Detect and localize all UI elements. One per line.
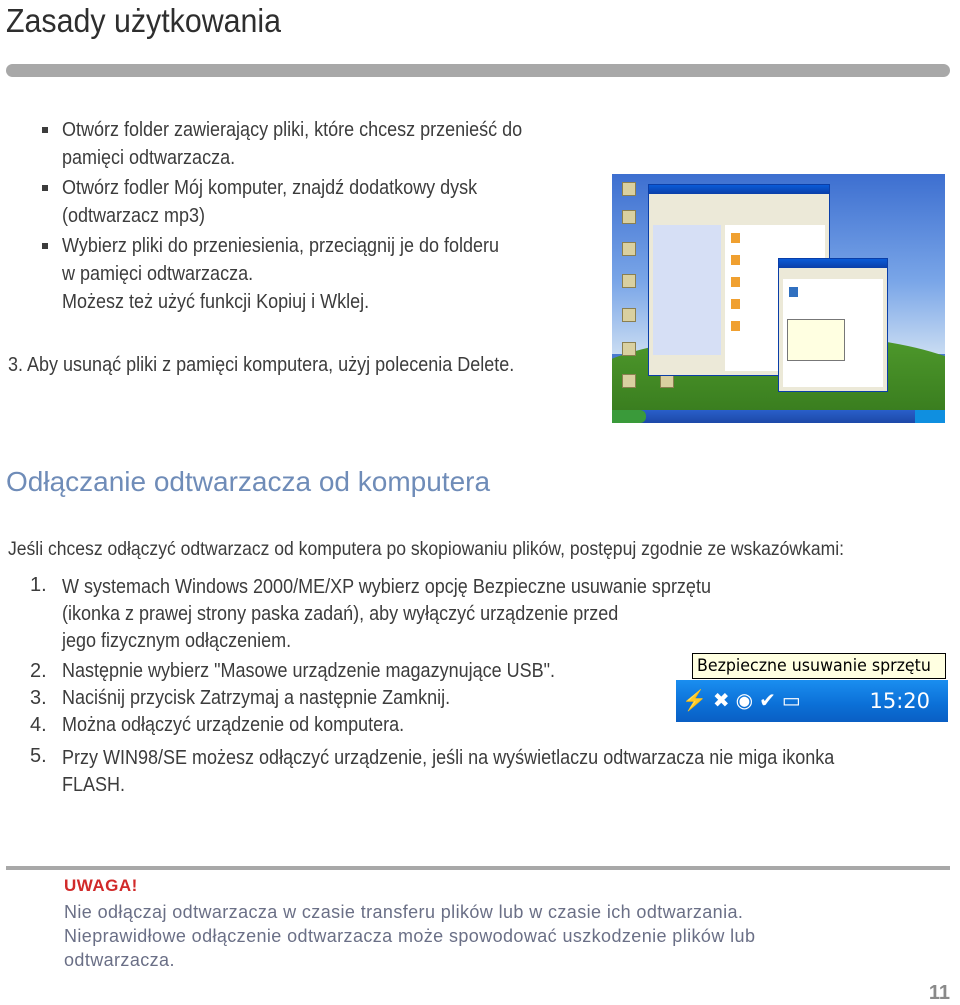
step-line: W systemach Windows 2000/ME/XP wybierz opcję Bezpieczne usuwanie sprzętu [62, 576, 711, 598]
window-titlebar [779, 259, 887, 268]
window-task-pane [653, 225, 721, 355]
bullet-list [40, 116, 580, 318]
file-icon [731, 233, 740, 243]
step-line: jego fizycznym odłączeniem. [62, 630, 292, 652]
bullet-marker [42, 127, 48, 133]
step-number: 1. [30, 574, 47, 596]
warning-title: UWAGA! [64, 876, 138, 895]
start-button [612, 410, 646, 423]
title-divider [6, 64, 950, 77]
windows-explorer-screenshot [612, 174, 945, 423]
bullet-marker [42, 243, 48, 249]
file-icon [731, 299, 740, 309]
bullet-line: Otwórz fodler Mój komputer, znajdź dodatkowy dysk [62, 177, 478, 199]
warning-divider [6, 866, 950, 870]
taskbar-tray [676, 680, 948, 722]
desktop-icon [622, 210, 636, 224]
safely-remove-tooltip [692, 653, 946, 679]
tray-clock: 15:20 [869, 689, 930, 713]
bullet-line: pamięci odtwarzacza. [62, 147, 236, 169]
file-icon [731, 277, 740, 287]
window-titlebar [649, 185, 829, 194]
intro-text: Jeśli chcesz odłączyć odtwarzacz od komputera po skopiowaniu plików, postępuj zgodnie ze wskazówkami: [8, 538, 845, 560]
taskbar [612, 410, 945, 423]
safely-remove-hardware-icon[interactable]: ⚡✖◉✔▭ [682, 690, 807, 712]
step-line: (ikonka z prawej strony paska zadań), aby wyłączyć urządzenie przed [62, 603, 619, 625]
desktop-icon [622, 274, 636, 288]
desktop-icon [622, 374, 636, 388]
step-line: FLASH. [62, 774, 126, 796]
removable-disk-window [778, 258, 888, 392]
desktop-icon [622, 342, 636, 356]
warning-line: Nieprawidłowe odłączenie odtwarzacza może spowodować uszkodzenie plików lub [64, 926, 756, 946]
step-line: Przy WIN98/SE możesz odłączyć urządzenie, jeśli na wyświetlaczu odtwarzacza nie miga ikonka [62, 747, 835, 769]
desktop-icon [622, 308, 636, 322]
bullet-line: Wybierz pliki do przeniesienia, przeciągnij je do folderu [62, 235, 500, 257]
section-title: Odłączanie odtwarzacza od komputera [6, 466, 491, 497]
window-file-pane [783, 279, 883, 387]
step-line: Można odłączyć urządzenie od komputera. [62, 714, 405, 736]
step-number: 2. [30, 660, 47, 682]
step-number: 3. [30, 687, 47, 709]
bullet-item [40, 232, 580, 316]
bullet-line: w pamięci odtwarzacza. [62, 263, 254, 285]
bullet-line: (odtwarzacz mp3) [62, 205, 206, 227]
step-3-delete: 3. Aby usunąć pliki z pamięci komputera, użyj polecenia Delete. [8, 354, 515, 376]
step-line: Naciśnij przycisk Zatrzymaj a następnie Zamknij. [62, 687, 451, 709]
bullet-line: Możesz też użyć funkcji Kopiuj i Wklej. [62, 291, 370, 313]
tooltip-text: Bezpieczne usuwanie sprzętu [697, 656, 931, 676]
page-title: Zasady użytkowania [6, 2, 282, 39]
disk-icon [789, 287, 798, 297]
bullet-marker [42, 185, 48, 191]
system-tray [915, 410, 945, 423]
bullet-item [40, 174, 580, 230]
page-number: 11 [928, 982, 950, 1004]
step-item [30, 574, 910, 658]
desktop-icon [622, 182, 636, 196]
step-item [30, 745, 910, 799]
desktop-icon [622, 242, 636, 256]
warning-text [64, 900, 924, 972]
warning-line: Nie odłączaj odtwarzacza w czasie transferu plików lub w czasie ich odtwarzania. [64, 902, 744, 922]
step-line: Następnie wybierz "Masowe urządzenie magazynujące USB". [62, 660, 556, 682]
step-number: 4. [30, 714, 47, 736]
bullet-line: Otwórz folder zawierający pliki, które chcesz przenieść do [62, 119, 523, 141]
bullet-item [40, 116, 580, 172]
file-icon [731, 321, 740, 331]
step-number: 5. [30, 745, 47, 767]
warning-line: odtwarzacza. [64, 950, 175, 970]
info-tooltip [787, 319, 845, 361]
file-icon [731, 255, 740, 265]
desktop-icon [660, 374, 674, 388]
